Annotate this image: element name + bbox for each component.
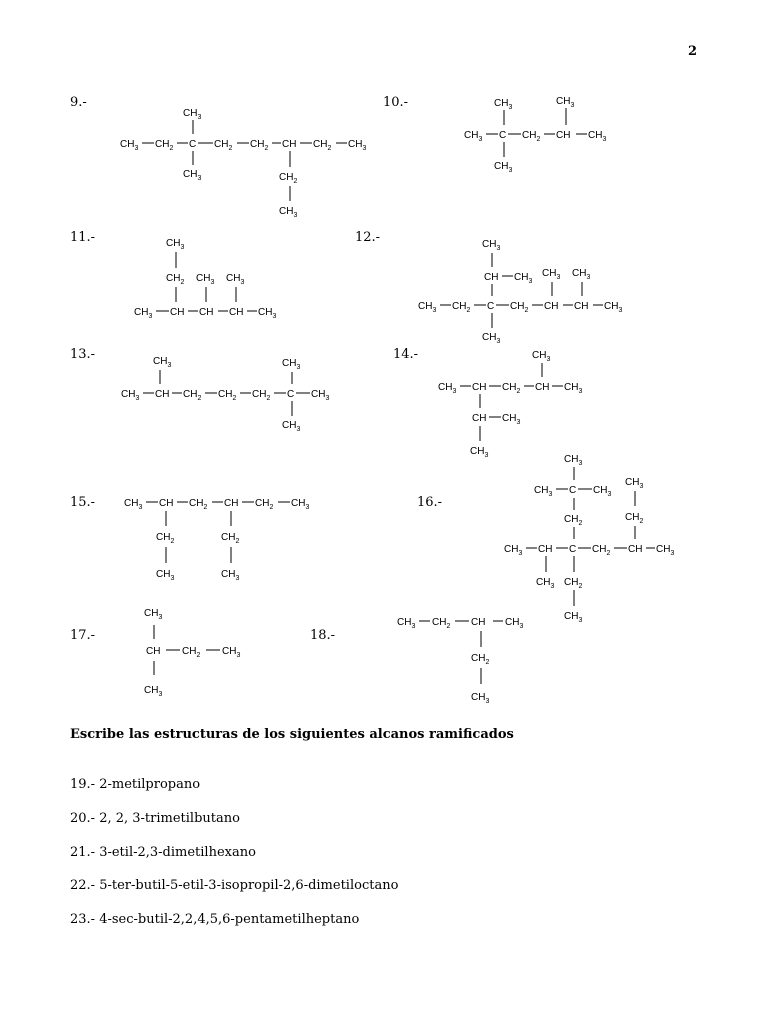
structure-16	[500, 448, 690, 628]
atom-label: CH	[199, 307, 214, 318]
atom-label: CH	[224, 498, 239, 509]
atom-label: $CH_3$	[604, 301, 623, 314]
atom-label: $CH_3$	[153, 356, 172, 369]
structure-12	[414, 232, 634, 347]
structure-17	[140, 603, 260, 698]
atom-label: $CH_3$	[502, 413, 521, 426]
atom-label: CH	[538, 544, 553, 555]
atom-label: $CH_2$	[166, 273, 185, 286]
exercise-number-16: 16.-	[417, 495, 443, 510]
atom-label: $CH_3$	[196, 273, 215, 286]
atom-label: $CH_3$	[221, 569, 240, 582]
page-number: 2	[688, 44, 698, 59]
atom-label: $CH_3$	[534, 485, 553, 498]
exercise-number-12: 12.-	[355, 230, 381, 245]
atom-label: $CH_3$	[470, 446, 489, 459]
atom-label: CH	[146, 646, 161, 657]
atom-label: $CH_2$	[221, 532, 240, 545]
exercise-number-14: 14.-	[393, 347, 419, 362]
atom-label: $CH_3$	[134, 307, 153, 320]
atom-label: $CH_3$	[397, 617, 416, 630]
atom-label: $CH_3$	[564, 611, 583, 624]
atom-label: $CH_2$	[279, 172, 298, 185]
atom-label: CH	[159, 498, 174, 509]
atom-label: $CH_3$	[593, 485, 612, 498]
atom-label: $CH_3$	[588, 130, 607, 143]
atom-label: $CH_3$	[438, 382, 457, 395]
atom-label: C	[499, 130, 507, 141]
atom-label: $CH_3$	[556, 96, 575, 109]
atom-label: $CH_3$	[471, 692, 490, 705]
atom-label: $CH_3$	[418, 301, 437, 314]
atom-label: $CH_2$	[564, 514, 583, 527]
atom-label: $CH_3$	[291, 498, 310, 511]
task-23: 23.- 4-sec-butil-2,2,4,5,6-pentametilheptano	[70, 912, 360, 927]
structure-9	[110, 100, 380, 220]
atom-label: $CH_2$	[452, 301, 471, 314]
atom-label: CH	[484, 272, 499, 283]
atom-label: $CH_2$	[625, 512, 644, 525]
atom-label: $CH_3$	[494, 98, 513, 111]
atom-label: $CH_3$	[144, 685, 163, 698]
task-19: 19.- 2-metilpropano	[70, 777, 201, 792]
atom-label: CH	[282, 139, 297, 150]
atom-label: $CH_3$	[279, 206, 298, 219]
atom-label: $CH_3$	[464, 130, 483, 143]
atom-label: C	[569, 485, 577, 496]
atom-label: CH	[170, 307, 185, 318]
section-heading: Escribe las estructuras de los siguientes alcanos ramificados	[70, 727, 514, 742]
atom-label: CH	[155, 389, 170, 400]
structure-11	[130, 232, 290, 322]
atom-label: $CH_2$	[183, 389, 202, 402]
exercise-number-17: 17.-	[70, 628, 96, 643]
atom-label: CH	[544, 301, 559, 312]
structure-14	[432, 345, 602, 460]
exercise-number-13: 13.-	[70, 347, 96, 362]
atom-label: $CH_2$	[155, 139, 174, 152]
atom-label: $CH_2$	[156, 532, 175, 545]
atom-label: $CH_3$	[226, 273, 245, 286]
atom-label: $CH_2$	[214, 139, 233, 152]
exercise-number-10: 10.-	[383, 95, 409, 110]
atom-label: $CH_3$	[222, 646, 241, 659]
atom-label: $CH_2$	[564, 577, 583, 590]
atom-label: $CH_3$	[656, 544, 675, 557]
atom-label: $CH_3$	[282, 420, 301, 433]
atom-label: C	[287, 389, 295, 400]
atom-label: $CH_3$	[258, 307, 277, 320]
atom-label: $CH_2$	[250, 139, 269, 152]
atom-label: CH	[535, 382, 550, 393]
atom-label: $CH_3$	[120, 139, 139, 152]
exercise-number-11: 11.-	[70, 230, 96, 245]
atom-label: $CH_3$	[282, 358, 301, 371]
atom-label: $CH_3$	[572, 268, 591, 281]
atom-label: $CH_3$	[348, 139, 367, 152]
atom-label: $CH_2$	[592, 544, 611, 557]
exercise-number-18: 18.-	[310, 628, 336, 643]
atom-label: CH	[628, 544, 643, 555]
atom-label: $CH_3$	[536, 577, 555, 590]
atom-label: $CH_3$	[532, 350, 551, 363]
atom-label: $CH_3$	[183, 108, 202, 121]
atom-label: $CH_3$	[156, 569, 175, 582]
atom-label: CH	[229, 307, 244, 318]
atom-label: $CH_2$	[218, 389, 237, 402]
atom-label: $CH_2$	[189, 498, 208, 511]
atom-label: $CH_3$	[482, 332, 501, 345]
atom-label: $CH_3$	[514, 272, 533, 285]
atom-label: $CH_2$	[182, 646, 201, 659]
atom-label: C	[487, 301, 495, 312]
atom-label: $CH_2$	[252, 389, 271, 402]
atom-label: $CH_3$	[482, 239, 501, 252]
atom-label: $CH_2$	[510, 301, 529, 314]
atom-label: $CH_2$	[255, 498, 274, 511]
atom-label: $CH_3$	[542, 268, 561, 281]
labels	[120, 108, 366, 219]
task-20: 20.- 2, 2, 3-trimetilbutano	[70, 811, 240, 826]
atom-label: $CH_3$	[564, 454, 583, 467]
atom-label: $CH_2$	[313, 139, 332, 152]
atom-label: $CH_2$	[471, 653, 490, 666]
task-21: 21.- 3-etil-2,3-dimetilhexano	[70, 845, 256, 860]
structure-13	[115, 350, 345, 435]
atom-label: CH	[471, 617, 486, 628]
atom-label: $CH_3$	[564, 382, 583, 395]
structure-15	[118, 493, 318, 583]
atom-label: CH	[556, 130, 571, 141]
atom-label: $CH_3$	[121, 389, 140, 402]
atom-label: $CH_3$	[494, 161, 513, 174]
atom-label: C	[569, 544, 577, 555]
atom-label: $CH_3$	[625, 477, 644, 490]
atom-label: $CH_2$	[432, 617, 451, 630]
atom-label: $CH_3$	[144, 608, 163, 621]
exercise-number-9: 9.-	[70, 95, 87, 110]
atom-label: $CH_3$	[504, 544, 523, 557]
atom-label: $CH_3$	[311, 389, 330, 402]
atom-label: $CH_3$	[505, 617, 524, 630]
atom-label: $CH_3$	[166, 238, 185, 251]
atom-label: CH	[472, 413, 487, 424]
atom-label: $CH_2$	[502, 382, 521, 395]
atom-label: CH	[472, 382, 487, 393]
atom-label: C	[189, 139, 197, 150]
atom-label: $CH_3$	[124, 498, 143, 511]
task-22: 22.- 5-ter-butil-5-etil-3-isopropil-2,6-dimetiloctano	[70, 878, 399, 893]
atom-label: CH	[574, 301, 589, 312]
atom-label: $CH_3$	[183, 169, 202, 182]
structure-10	[460, 92, 630, 177]
exercise-number-15: 15.-	[70, 495, 96, 510]
atom-label: $CH_2$	[522, 130, 541, 143]
structure-18	[393, 610, 543, 705]
